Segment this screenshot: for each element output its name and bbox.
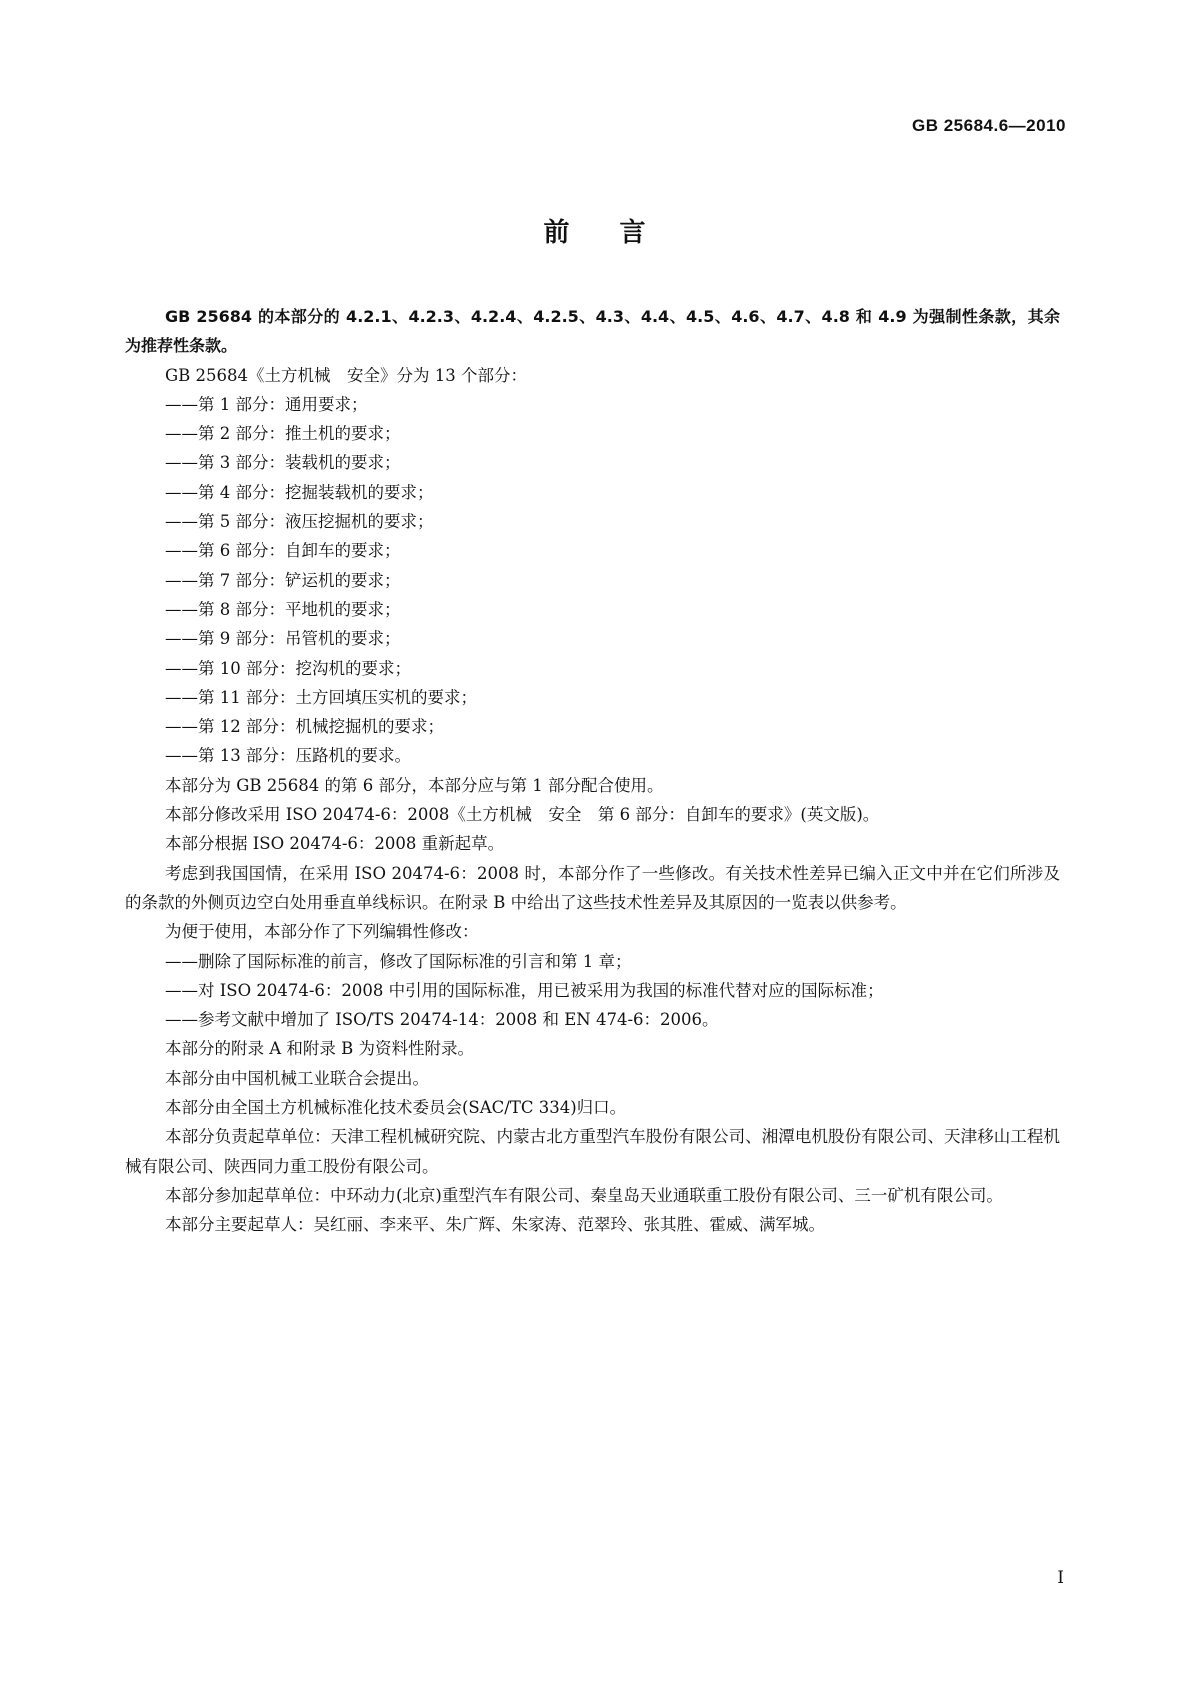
part-list-item: ——第 11 部分：土方回填压实机的要求； [165, 687, 477, 707]
body-paragraph: 本部分为 GB 25684 的第 6 部分，本部分应与第 1 部分配合使用。 [165, 775, 664, 795]
page-number: I [1057, 1568, 1064, 1588]
part-list-item: ——第 12 部分：机械挖掘机的要求； [165, 717, 444, 737]
standard-code: GB 25684.6—2010 [912, 116, 1066, 135]
part-list-item: ——第 3 部分：装载机的要求； [165, 453, 401, 473]
mandatory-clauses-paragraph: GB 25684 的本部分的 4.2.1、4.2.3、4.2.4、4.2.5、4.3、4.4、4.5、4.6、4.7、4.8 和 4.9 为强制性条款，其余为推荐性条款。 [125, 307, 1060, 356]
foreword-body [125, 302, 1060, 1240]
part-list-item: ——第 4 部分：挖掘装载机的要求； [165, 482, 434, 502]
part-list-item: ——第 6 部分：自卸车的要求； [165, 541, 401, 561]
parts-intro-paragraph: GB 25684《土方机械 安全》分为 13 个部分： [165, 365, 528, 385]
body-paragraph: 考虑到我国国情，在采用 ISO 20474-6：2008 时，本部分作了一些修改。有关技术性差异已编入正文中并在它们所涉及的条款的外侧页边空白处用垂直单线标识。在附录 B 中给出了这些技术性差异及其原因的一览表以供参考。 [125, 863, 1060, 912]
title-char-1: 前 [543, 218, 572, 248]
body-paragraph: 本部分由全国土方机械标准化技术委员会(SAC/TC 334)归口。 [165, 1098, 627, 1118]
part-list-item: ——第 2 部分：推土机的要求； [165, 424, 401, 444]
part-list-item: ——第 1 部分：通用要求； [165, 394, 368, 414]
body-paragraph: 本部分修改采用 ISO 20474-6：2008《土方机械 安全 第 6 部分：自卸车的要求》(英文版)。 [165, 805, 880, 825]
body-paragraph: 本部分参加起草单位：中环动力(北京)重型汽车有限公司、秦皇岛天业通联重工股份有限公司、三一矿机有限公司。 [165, 1185, 1003, 1205]
edit-list-item: ——对 ISO 20474-6：2008 中引用的国际标准，用已被采用为我国的标准代替对应的国际标准； [165, 980, 884, 1000]
title-char-2: 言 [619, 218, 648, 248]
body-paragraph: 本部分负责起草单位：天津工程机械研究院、内蒙古北方重型汽车股份有限公司、湘潭电机股份有限公司、天津移山工程机械有限公司、陕西同力重工股份有限公司。 [125, 1127, 1060, 1176]
part-list-item: ——第 8 部分：平地机的要求； [165, 599, 401, 619]
part-list-item: ——第 7 部分：铲运机的要求； [165, 570, 401, 590]
page-title [0, 212, 1191, 249]
body-paragraph: 本部分根据 ISO 20474-6：2008 重新起草。 [165, 834, 505, 854]
body-paragraph: 本部分的附录 A 和附录 B 为资料性附录。 [165, 1039, 475, 1059]
body-paragraph: 本部分由中国机械工业联合会提出。 [165, 1068, 429, 1088]
body-paragraph: 为便于使用，本部分作了下列编辑性修改： [165, 922, 479, 942]
body-paragraph: 本部分主要起草人：吴红丽、李来平、朱广辉、朱家涛、范翠玲、张其胜、霍威、满军城。 [165, 1215, 825, 1235]
part-list-item: ——第 10 部分：挖沟机的要求； [165, 658, 411, 678]
part-list-item: ——第 9 部分：吊管机的要求； [165, 629, 401, 649]
part-list-item: ——第 13 部分：压路机的要求。 [165, 746, 411, 766]
part-list-item: ——第 5 部分：液压挖掘机的要求； [165, 512, 434, 532]
edit-list-item: ——删除了国际标准的前言，修改了国际标准的引言和第 1 章； [165, 951, 632, 971]
edit-list-item: ——参考文献中增加了 ISO/TS 20474-14：2008 和 EN 474-6：2006。 [165, 1010, 719, 1030]
